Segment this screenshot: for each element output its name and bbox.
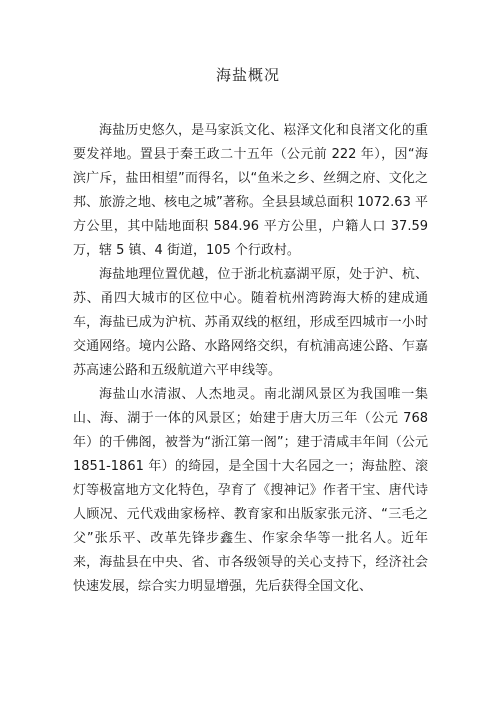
- paragraph-history: 海盐历史悠久，是马家浜文化、崧泽文化和良渚文化的重要发祥地。置县于秦王政二十五年（公元前 222 年），因“海滨广斥，盐田相望”而得名，以“鱼米之乡、丝绸之府、文化之邦、旅游之地、核电之城”著称。全县县域总面积 1072.63 平方公里，其中陆地面积 584.96 平方公里，户籍人口 37.59 万，辖 5 镇、4 街道，105 个行政村。: [73, 123, 428, 258]
- paragraph-geography: 海盐地理位置优越，位于浙北杭嘉湖平原，处于沪、杭、苏、甬四大城市的区位中心。随着杭州湾跨海大桥的建成通车，海盐已成为沪杭、苏甬双线的枢纽，形成至四城市一小时交通网络。境内公路、水路网络交织，有杭浦高速公路、乍嘉苏高速公路和五级航道六平申线等。: [73, 267, 428, 378]
- document-title: 海盐概况: [215, 66, 280, 84]
- document-body: [73, 119, 428, 599]
- paragraph-culture: 海盐山水清淑、人杰地灵。南北湖风景区为我国唯一集山、海、湖于一体的风景区；始建于唐大历三年（公元 768 年）的千佛阁，被誉为“浙江第一阁”；建于清咸丰年间（公元 1851-1861 年）的绮园，是全国十大名园之一；海盐腔、滚灯等极富地方文化特色，孕育了《搜神记》作者干宝、唐代诗人顾况、元代戏曲家杨梓、教育家和出版家张元济、“三毛之父”张乐平、改革先锋步鑫生、作家余华等一批名人。近年来，海盐县在中央、省、市各级领导的关心支持下，经济社会快速发展，综合实力明显增强，先后获得全国文化、: [73, 387, 428, 594]
